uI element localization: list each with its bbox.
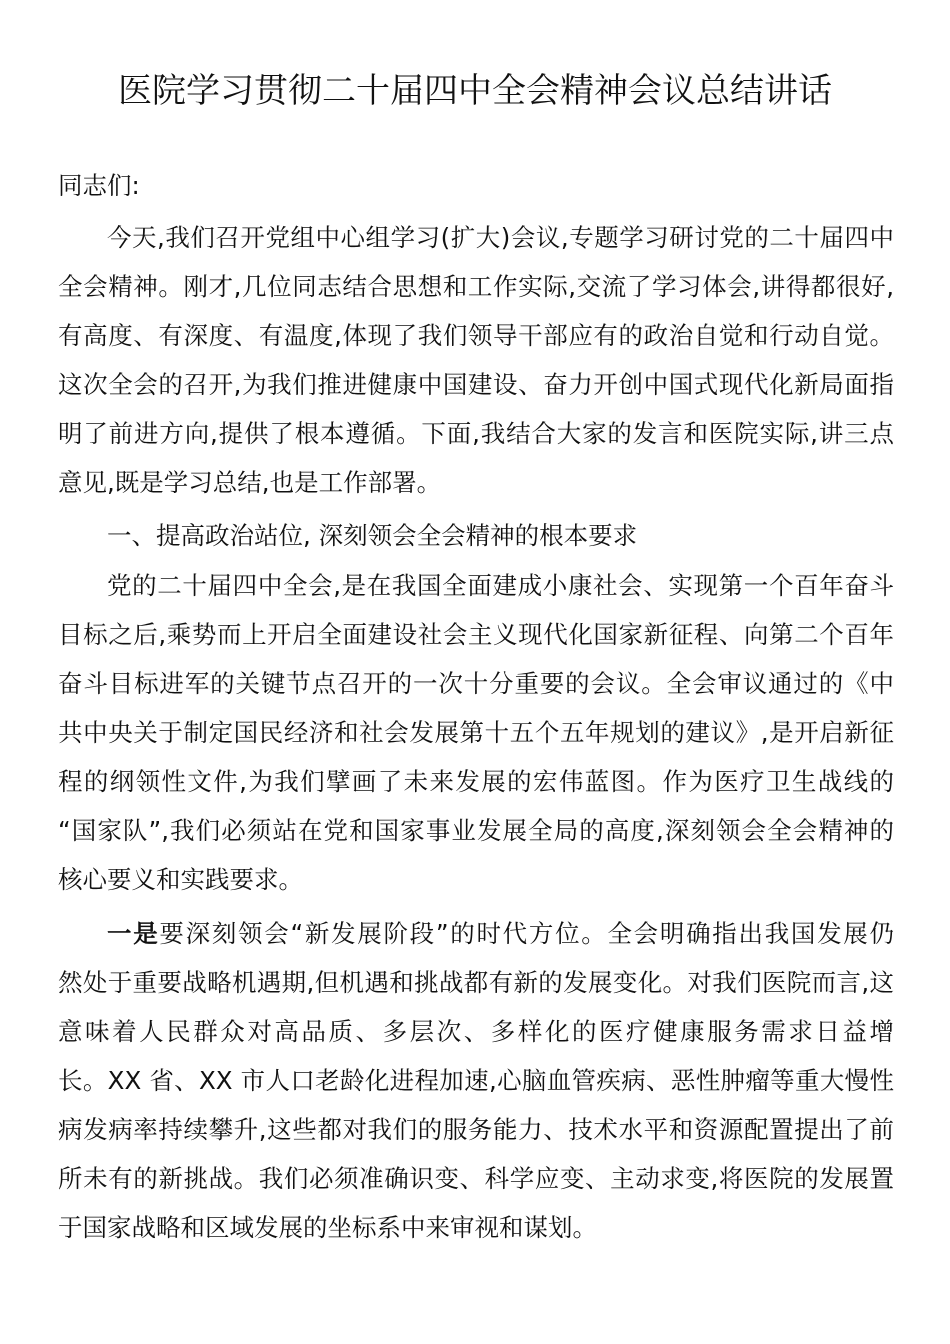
paragraph-3-line-1 <box>107 909 894 958</box>
paragraph-1-line-1: 今天,我们召开党组中心组学习(扩大)会议,专题学习研讨党的二十届四中 <box>107 223 894 252</box>
paragraph-2-line-3: 奋斗目标进军的关键节点召开的一次十分重要的会议。全会审议通过的《中 <box>58 669 894 698</box>
paragraph-1-line-4: 这次全会的召开,为我们推进健康中国建设、奋力开创中国式现代化新局面指 <box>58 370 894 399</box>
paragraph-2-line-5: 程的纲领性文件,为我们擘画了未来发展的宏伟蓝图。作为医疗卫生战线的 <box>58 767 894 796</box>
paragraph-2-line-4: 共中央关于制定国民经济和社会发展第十五个五年规划的建议》,是开启新征 <box>58 718 894 747</box>
paragraph-3-line-5: 病发病率持续攀升,这些都对我们的服务能力、技术水平和资源配置提出了前 <box>58 1115 894 1144</box>
paragraph-1-line-2: 全会精神。刚才,几位同志结合思想和工作实际,交流了学习体会,讲得都很好, <box>58 272 894 301</box>
paragraph-1-line-3: 有高度、有深度、有温度,体现了我们领导干部应有的政治自觉和行动自觉。 <box>58 321 894 350</box>
salutation: 同志们: <box>58 171 140 200</box>
paragraph-2-line-6: “国家队”,我们必须站在党和国家事业发展全局的高度,深刻领会全会精神的 <box>58 816 894 845</box>
paragraph-2-line-2: 目标之后,乘势而上开启全面建设社会主义现代化国家新征程、向第二个百年 <box>58 620 894 649</box>
lead-bold-text: 一是 <box>107 919 160 948</box>
paragraph-3-line-7: 于国家战略和区域发展的坐标系中来审视和谋划。 <box>58 1213 597 1242</box>
document-title: 医院学习贯彻二十届四中全会精神会议总结讲话 <box>118 71 832 111</box>
paragraph-3-line-1-text: 要深刻领会“新发展阶段”的时代方位。全会明确指出我国发展仍 <box>159 919 895 948</box>
paragraph-1-line-6: 意见,既是学习总结,也是工作部署。 <box>58 468 442 497</box>
paragraph-3-line-2: 然处于重要战略机遇期,但机遇和挑战都有新的发展变化。对我们医院而言,这 <box>58 968 894 997</box>
section-heading-1: 一、提高政治站位, 深刻领会全会精神的根本要求 <box>107 521 638 550</box>
paragraph-2-line-1: 党的二十届四中全会,是在我国全面建成小康社会、实现第一个百年奋斗 <box>107 571 894 600</box>
paragraph-3-line-3: 意味着人民群众对高品质、多层次、多样化的医疗健康服务需求日益增 <box>58 1017 894 1046</box>
paragraph-1-line-5: 明了前进方向,提供了根本遵循。下面,我结合大家的发言和医院实际,讲三点 <box>58 419 894 448</box>
paragraph-3-line-6: 所未有的新挑战。我们必须准确识变、科学应变、主动求变,将医院的发展置 <box>58 1164 894 1193</box>
paragraph-3-line-4: 长。XX 省、XX 市人口老龄化进程加速,心脑血管疾病、恶性肿瘤等重大慢性 <box>58 1066 894 1095</box>
paragraph-2-line-7: 核心要义和实践要求。 <box>58 865 303 894</box>
